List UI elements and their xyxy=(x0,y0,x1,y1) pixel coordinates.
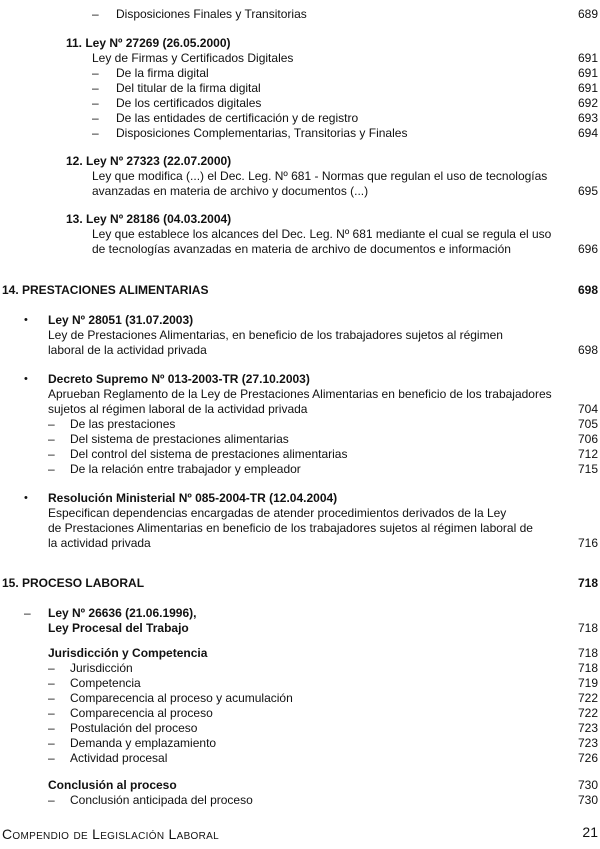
toc-entry-text: 11. Ley Nº 27269 (26.05.2000) xyxy=(66,36,231,50)
toc-entry-text: De las prestaciones xyxy=(70,417,176,431)
dash-marker: – xyxy=(48,447,55,461)
dash-marker: – xyxy=(48,721,55,735)
toc-entry-text: Competencia xyxy=(70,676,141,690)
toc-entry xyxy=(0,35,600,51)
toc-page-number: 698 xyxy=(577,343,598,357)
dash-marker: – xyxy=(48,793,55,807)
toc-entry-text: De los certificados digitales xyxy=(116,96,262,110)
toc-page-number: 719 xyxy=(577,676,598,690)
toc-page-number: 698 xyxy=(577,283,598,297)
toc-entry-text: sujetos al régimen laboral de la actividad privada xyxy=(48,402,308,416)
dash-marker: – xyxy=(92,126,99,140)
toc-entry-text: Del titular de la firma digital xyxy=(116,81,261,95)
toc-entry-text: avanzadas en materia de archivo y documentos (...) xyxy=(92,184,369,198)
toc-entry xyxy=(0,386,600,402)
toc-page-number: 730 xyxy=(577,793,598,807)
toc-page-number: 715 xyxy=(577,462,598,476)
toc-entry-text: Ley Nº 26636 (21.06.1996), xyxy=(48,606,197,620)
toc-entry xyxy=(0,168,600,184)
toc-entry-text: Jurisdicción y Competencia xyxy=(48,646,208,660)
bullet-marker: • xyxy=(24,314,28,326)
toc-page-number: 695 xyxy=(577,184,598,198)
toc-entry xyxy=(0,401,600,417)
dash-marker: – xyxy=(92,81,99,95)
toc-page-number: 718 xyxy=(577,576,598,590)
toc-entry xyxy=(0,327,600,343)
toc-entry xyxy=(0,6,600,22)
toc-entry xyxy=(0,505,600,521)
toc-entry xyxy=(0,50,600,66)
toc-entry-text: Actividad procesal xyxy=(70,751,168,765)
toc-page-number: 691 xyxy=(577,81,598,95)
toc-entry-text: 15. PROCESO LABORAL xyxy=(2,576,145,590)
toc-page-number: 730 xyxy=(577,778,598,792)
toc-entry xyxy=(0,153,600,169)
toc-page-number: 704 xyxy=(577,402,598,416)
toc-entry-text: Disposiciones Complementarias, Transitorias y Finales xyxy=(116,126,408,140)
toc-entry-text: Ley Procesal del Trabajo xyxy=(48,621,189,635)
dash-marker: – xyxy=(92,66,99,80)
bullet-marker: • xyxy=(24,373,28,385)
toc-entry xyxy=(0,183,600,199)
toc-entry xyxy=(0,241,600,257)
toc-entry xyxy=(0,490,600,506)
toc-entry xyxy=(0,125,600,141)
toc-page-number: 712 xyxy=(577,447,598,461)
toc-entry-text: Especifican dependencias encargadas de atender procedimientos derivados de la Ley xyxy=(48,506,507,520)
toc-entry-text: 14. PRESTACIONES ALIMENTARIAS xyxy=(2,283,209,297)
toc-entry-text: Comparecencia al proceso xyxy=(70,706,213,720)
toc-entry xyxy=(0,282,600,298)
dash-marker: – xyxy=(48,706,55,720)
toc-entry xyxy=(0,312,600,328)
toc-page-number: 705 xyxy=(577,417,598,431)
toc-entry xyxy=(0,605,600,621)
dash-marker: – xyxy=(48,736,55,750)
toc-entry-text: Decreto Supremo Nº 013-2003-TR (27.10.2003) xyxy=(48,372,310,386)
toc-entry-text: Del control del sistema de prestaciones alimentarias xyxy=(70,447,348,461)
toc-page-number: 723 xyxy=(577,736,598,750)
toc-entry xyxy=(0,660,600,676)
toc-entry-text: Ley Nº 28051 (31.07.2003) xyxy=(48,313,194,327)
toc-page-number: 718 xyxy=(577,661,598,675)
toc-entry-text: Ley de Firmas y Certificados Digitales xyxy=(92,51,294,65)
toc-entry-text: Ley que establece los alcances del Dec. Leg. Nº 681 mediante el cual se regula el uso xyxy=(92,227,552,241)
dash-marker: – xyxy=(24,606,31,620)
dash-marker: – xyxy=(48,462,55,476)
dash-marker: – xyxy=(48,417,55,431)
toc-entry-text: 12. Ley Nº 27323 (22.07.2000) xyxy=(66,154,232,168)
toc-page-number: 693 xyxy=(577,111,598,125)
toc-page-number: 723 xyxy=(577,721,598,735)
toc-entry-text: Del sistema de prestaciones alimentarias xyxy=(70,432,289,446)
toc-entry-text: De la relación entre trabajador y empleador xyxy=(70,462,301,476)
toc-page-number: 689 xyxy=(577,7,598,21)
toc-entry xyxy=(0,645,600,661)
toc-entry-text: Aprueban Reglamento de la Ley de Prestaciones Alimentarias en beneficio de los trabajadores xyxy=(48,387,552,401)
toc-page-number: 726 xyxy=(577,751,598,765)
toc-page-number: 691 xyxy=(577,51,598,65)
dash-marker: – xyxy=(48,432,55,446)
toc-entry xyxy=(0,110,600,126)
toc-entry-text: Postulación del proceso xyxy=(70,721,198,735)
toc-page-number: 722 xyxy=(577,691,598,705)
toc-entry xyxy=(0,371,600,387)
toc-entry xyxy=(0,735,600,751)
toc-page-number: 718 xyxy=(577,646,598,660)
toc-entry-text: Comparecencia al proceso y acumulación xyxy=(70,691,293,705)
toc-page-number: 716 xyxy=(577,536,598,550)
toc-entry xyxy=(0,575,600,591)
toc-entry xyxy=(0,620,600,636)
dash-marker: – xyxy=(92,111,99,125)
toc-entry-text: Demanda y emplazamiento xyxy=(70,736,217,750)
dash-marker: – xyxy=(48,661,55,675)
toc-entry-text: Jurisdicción xyxy=(70,661,133,675)
toc-entry-text: Resolución Ministerial Nº 085-2004-TR (12.04.2004) xyxy=(48,491,338,505)
toc-entry xyxy=(0,80,600,96)
toc-entry xyxy=(0,535,600,551)
toc-entry-text: De las entidades de certificación y de registro xyxy=(116,111,359,125)
toc-entry xyxy=(0,95,600,111)
toc-entry-text: laboral de la actividad privada xyxy=(48,343,207,357)
dash-marker: – xyxy=(92,96,99,110)
toc-entry xyxy=(0,446,600,462)
toc-entry-text: Conclusión anticipada del proceso xyxy=(70,793,253,807)
toc-entry xyxy=(0,675,600,691)
toc-entry-text: la actividad privada xyxy=(48,536,151,550)
toc-entry xyxy=(0,416,600,432)
toc-entry-text: 13. Ley Nº 28186 (04.03.2004) xyxy=(66,212,232,226)
toc-entry xyxy=(0,690,600,706)
toc-entry xyxy=(0,342,600,358)
dash-marker: – xyxy=(48,751,55,765)
toc-page-number: 692 xyxy=(577,96,598,110)
toc-page-number: 706 xyxy=(577,432,598,446)
toc-entry-text: de Prestaciones Alimentarias en beneficio de los trabajadores sujetos al régimen laboral de xyxy=(48,521,533,535)
footer-book-title: Compendio de Legislación Laboral xyxy=(2,826,219,842)
toc-entry xyxy=(0,720,600,736)
toc-page-number: 722 xyxy=(577,706,598,720)
dash-marker: – xyxy=(48,691,55,705)
dash-marker: – xyxy=(92,7,99,21)
toc-page-number: 718 xyxy=(577,621,598,635)
dash-marker: – xyxy=(48,676,55,690)
toc-page-number: 694 xyxy=(577,126,598,140)
toc-entry xyxy=(0,65,600,81)
toc-entry xyxy=(0,792,600,808)
toc-entry xyxy=(0,226,600,242)
footer-page-number: 21 xyxy=(582,824,598,840)
toc-entry xyxy=(0,461,600,477)
bullet-marker: • xyxy=(24,492,28,504)
toc-entry xyxy=(0,520,600,536)
toc-entry xyxy=(0,777,600,793)
toc-entry-text: Ley que modifica (...) el Dec. Leg. Nº 681 - Normas que regulan el uso de tecnologías xyxy=(92,169,548,183)
toc-entry-text: Disposiciones Finales y Transitorias xyxy=(116,7,307,21)
toc-entry xyxy=(0,211,600,227)
toc-entry-text: de tecnologías avanzadas en materia de archivo de documentos e información xyxy=(92,242,511,256)
toc-entry-text: Conclusión al proceso xyxy=(48,778,177,792)
toc-page-number: 696 xyxy=(577,242,598,256)
toc-entry xyxy=(0,705,600,721)
toc-page-number: 691 xyxy=(577,66,598,80)
toc-entry xyxy=(0,750,600,766)
toc-entry-text: De la firma digital xyxy=(116,66,209,80)
toc-entry xyxy=(0,431,600,447)
toc-entry-text: Ley de Prestaciones Alimentarias, en beneficio de los trabajadores sujetos al régimen xyxy=(48,328,503,342)
